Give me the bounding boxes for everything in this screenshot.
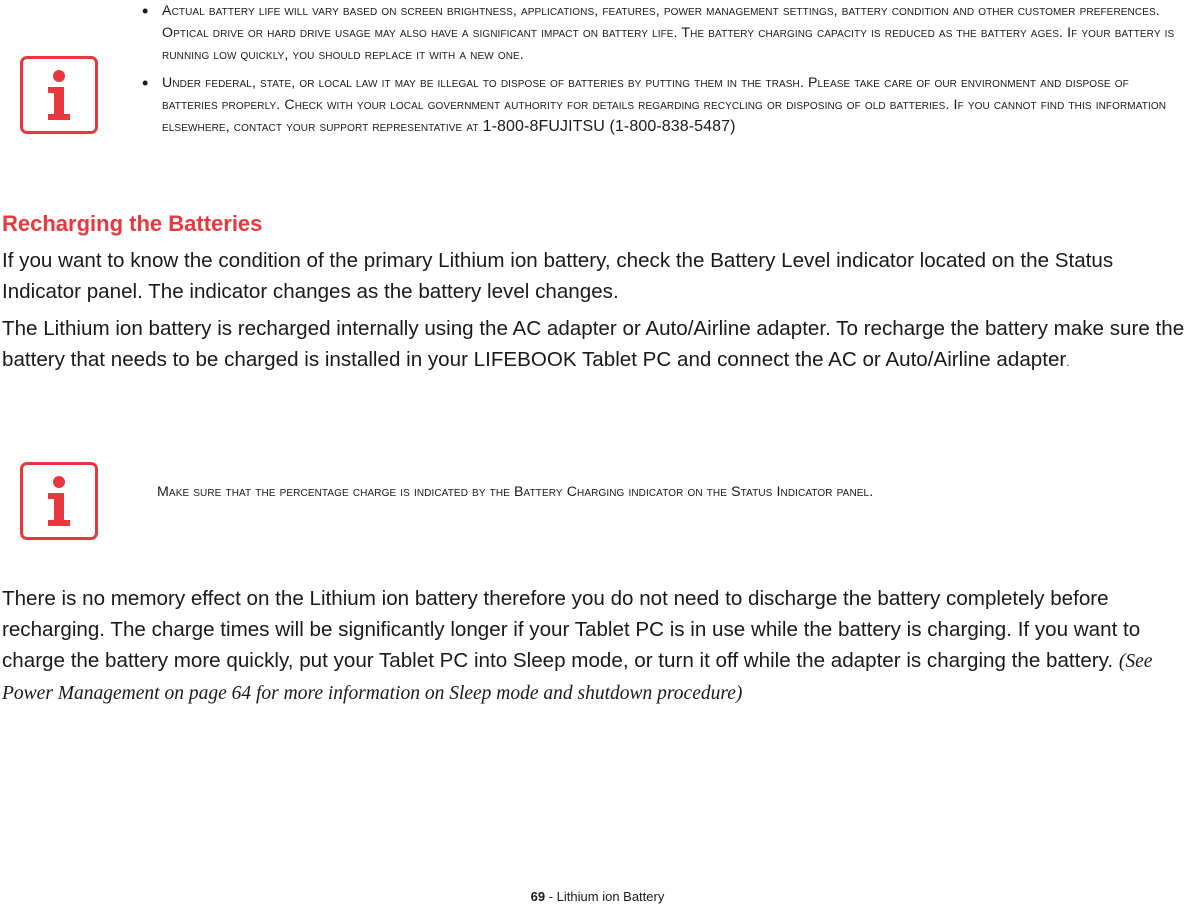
paragraph-period: .: [1066, 357, 1070, 369]
page-footer: [0, 889, 1195, 904]
paragraph-memory-effect: [2, 583, 1192, 709]
info-icon: [20, 56, 98, 134]
list-item: [142, 0, 1188, 66]
note-text: Under federal, state, or local law it may be illegal to dispose of batteries by putting them in the trash. Please take care of our environment and dispose of batteries properly. Check with your local government authority for details regarding recycling or disposing of old batteries. If you cannot find this information elsewhere, contact your support representative at: [162, 75, 1167, 135]
note-text: Actual battery life will vary based on screen brightness, applications, features, power management settings, battery condition and other customer preferences. Optical drive or hard drive usage may also have a significant impact on battery life. The battery charging capacity is reduced as the battery ages. If your battery is running low quickly, you should replace it with a new one.: [162, 3, 1175, 63]
cross-reference-link[interactable]: (See Power Management on page 64 for more information on Sleep mode and shutdown procedure): [2, 651, 1153, 704]
paragraph-recharge: [2, 313, 1192, 379]
list-item: [142, 72, 1188, 138]
paragraph-battery-level: If you want to know the condition of the primary Lithium ion battery, check the Battery Level indicator located on the Status Indicator panel. The indicator changes as the battery level changes.: [2, 249, 1114, 303]
paragraph-text: There is no memory effect on the Lithium ion battery therefore you do not need to discharge the battery completely before recharging. The charge times will be significantly longer if your Tablet PC is in use while the battery is charging. If you want to charge the battery more quickly, put your Tablet PC into Sleep mode, or turn it off while the adapter is charging the battery.: [2, 587, 1141, 672]
support-phone: 1-800-8FUJITSU (1-800-838-5487): [482, 118, 736, 135]
page-number: 69: [530, 889, 546, 904]
bullet: •: [142, 73, 149, 93]
bullet: •: [142, 1, 149, 21]
paragraph-text: The Lithium ion battery is recharged internally using the AC adapter or Auto/Airline adapter. To recharge the battery make sure the battery that needs to be charged is installed in your LIFEBOOK Tablet PC and connect the AC or Auto/Airline adapter: [2, 317, 1185, 371]
note-battery-life: [142, 0, 1188, 138]
section-heading: Recharging the Batteries: [2, 211, 263, 236]
info-icon: [20, 462, 98, 540]
note-charging-indicator: Make sure that the percentage charge is indicated by the Battery Charging indicator on the Status Indicator panel.: [157, 484, 874, 500]
footer-section-title: - Lithium ion Battery: [545, 889, 665, 904]
